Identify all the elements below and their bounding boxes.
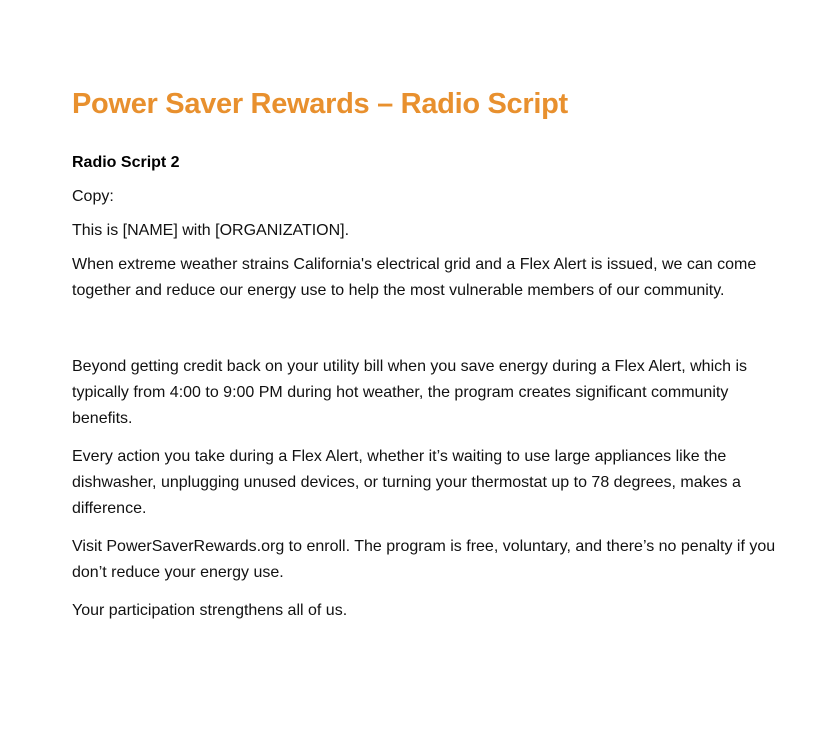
document-body: [72, 84, 782, 636]
paragraph-bill-credit: Beyond getting credit back on your utility bill when you save energy during a Flex Alert, which is typically from 4:00 to 9:00 PM during hot weather, the program creates significant community benefits.: [72, 358, 748, 427]
paragraph-spacer: [72, 316, 782, 354]
paragraph-enroll: Visit PowerSaverRewards.org to enroll. The program is free, voluntary, and there’s no penalty if you don’t reduce your energy use.: [72, 538, 776, 581]
closing-line: Your participation strengthens all of us.: [72, 602, 348, 619]
document-title: Power Saver Rewards – Radio Script: [72, 88, 568, 120]
paragraph-flex-alert: When extreme weather strains California's electrical grid and a Flex Alert is issued, we can come together and reduce our energy use to help the most vulnerable members of our community.: [72, 256, 757, 299]
paragraph-actions: Every action you take during a Flex Alert, whether it’s waiting to use large appliances like the dishwasher, unplugging unused devices, or turning your thermostat up to 78 degrees, makes a difference.: [72, 448, 741, 517]
script-heading: Radio Script 2: [72, 154, 180, 171]
intro-line: This is [NAME] with [ORGANIZATION].: [72, 222, 350, 239]
copy-label: Copy:: [72, 188, 114, 205]
